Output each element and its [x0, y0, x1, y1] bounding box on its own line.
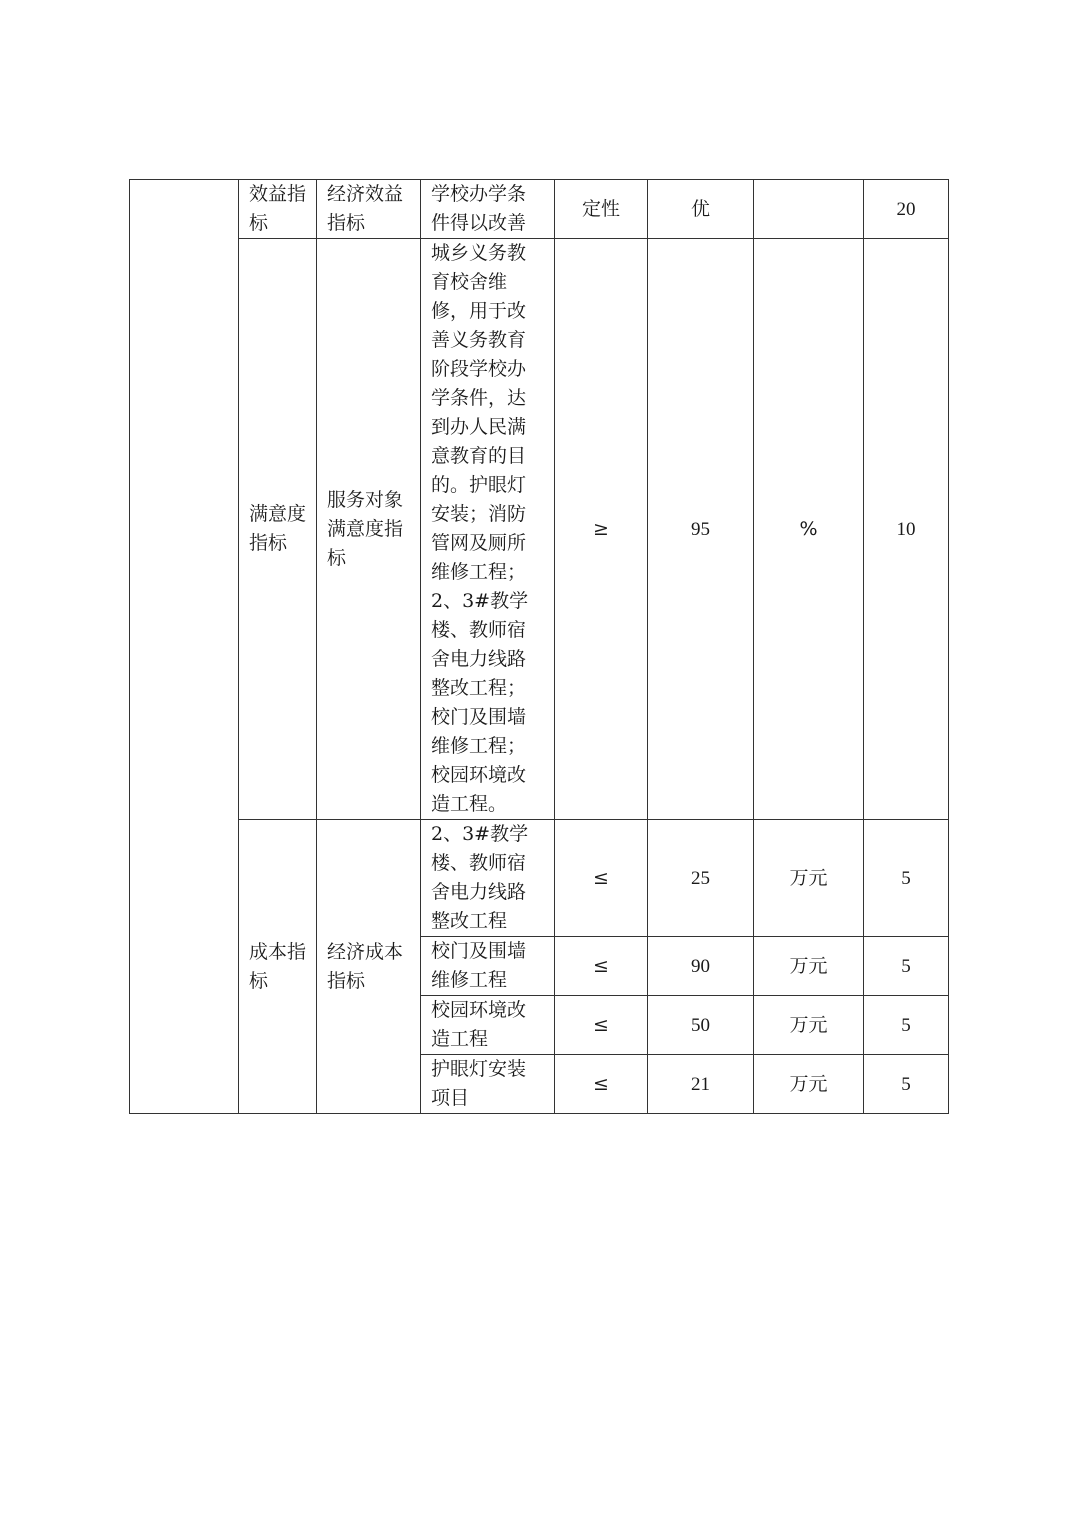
sub-category-cell: 经济效益指标: [317, 180, 421, 239]
unit-cell: 万元: [754, 1055, 864, 1114]
operator-cell: ≤: [555, 996, 648, 1055]
score-cell: 5: [864, 1055, 949, 1114]
operator-cell: ≥: [555, 239, 648, 820]
operator-cell: ≤: [555, 937, 648, 996]
score-cell: 5: [864, 996, 949, 1055]
sub-category-cell: 服务对象满意度指标: [317, 239, 421, 820]
unit-cell: [754, 180, 864, 239]
score-cell: 5: [864, 820, 949, 937]
indicator-cell: 校园环境改造工程: [421, 996, 555, 1055]
table-row: [130, 820, 949, 937]
indicator-cell: 城乡义务教育校舍维修，用于改善义务教育阶段学校办学条件，达到办人民满意教育的目的。护眼灯安装；消防管网及厕所维修工程；2、3#教学楼、教师宿舍电力线路整改工程；校门及围墙维修工程；校园环境改造工程。: [421, 239, 555, 820]
category-cell: 满意度指标: [239, 239, 317, 820]
unit-cell: 万元: [754, 820, 864, 937]
indicator-cell: 2、3#教学楼、教师宿舍电力线路整改工程: [421, 820, 555, 937]
operator-cell: ≤: [555, 1055, 648, 1114]
indicator-cell: 校门及围墙维修工程: [421, 937, 555, 996]
operator-cell: ≤: [555, 820, 648, 937]
score-cell: 5: [864, 937, 949, 996]
sub-category-cell: 经济成本指标: [317, 820, 421, 1114]
target-cell: 95: [648, 239, 754, 820]
table-row: [130, 180, 949, 239]
operator-cell: 定性: [555, 180, 648, 239]
target-cell: 21: [648, 1055, 754, 1114]
indicator-cell: 护眼灯安装项目: [421, 1055, 555, 1114]
score-cell: 10: [864, 239, 949, 820]
performance-indicator-table: [129, 179, 949, 1114]
target-cell: 优: [648, 180, 754, 239]
first-level-indicator-cell: [130, 180, 239, 1114]
score-cell: 20: [864, 180, 949, 239]
unit-cell: 万元: [754, 996, 864, 1055]
target-cell: 50: [648, 996, 754, 1055]
table-row: [130, 239, 949, 820]
category-cell: 效益指标: [239, 180, 317, 239]
target-cell: 25: [648, 820, 754, 937]
category-cell: 成本指标: [239, 820, 317, 1114]
unit-cell: 万元: [754, 937, 864, 996]
indicator-cell: 学校办学条件得以改善: [421, 180, 555, 239]
unit-cell: %: [754, 239, 864, 820]
target-cell: 90: [648, 937, 754, 996]
